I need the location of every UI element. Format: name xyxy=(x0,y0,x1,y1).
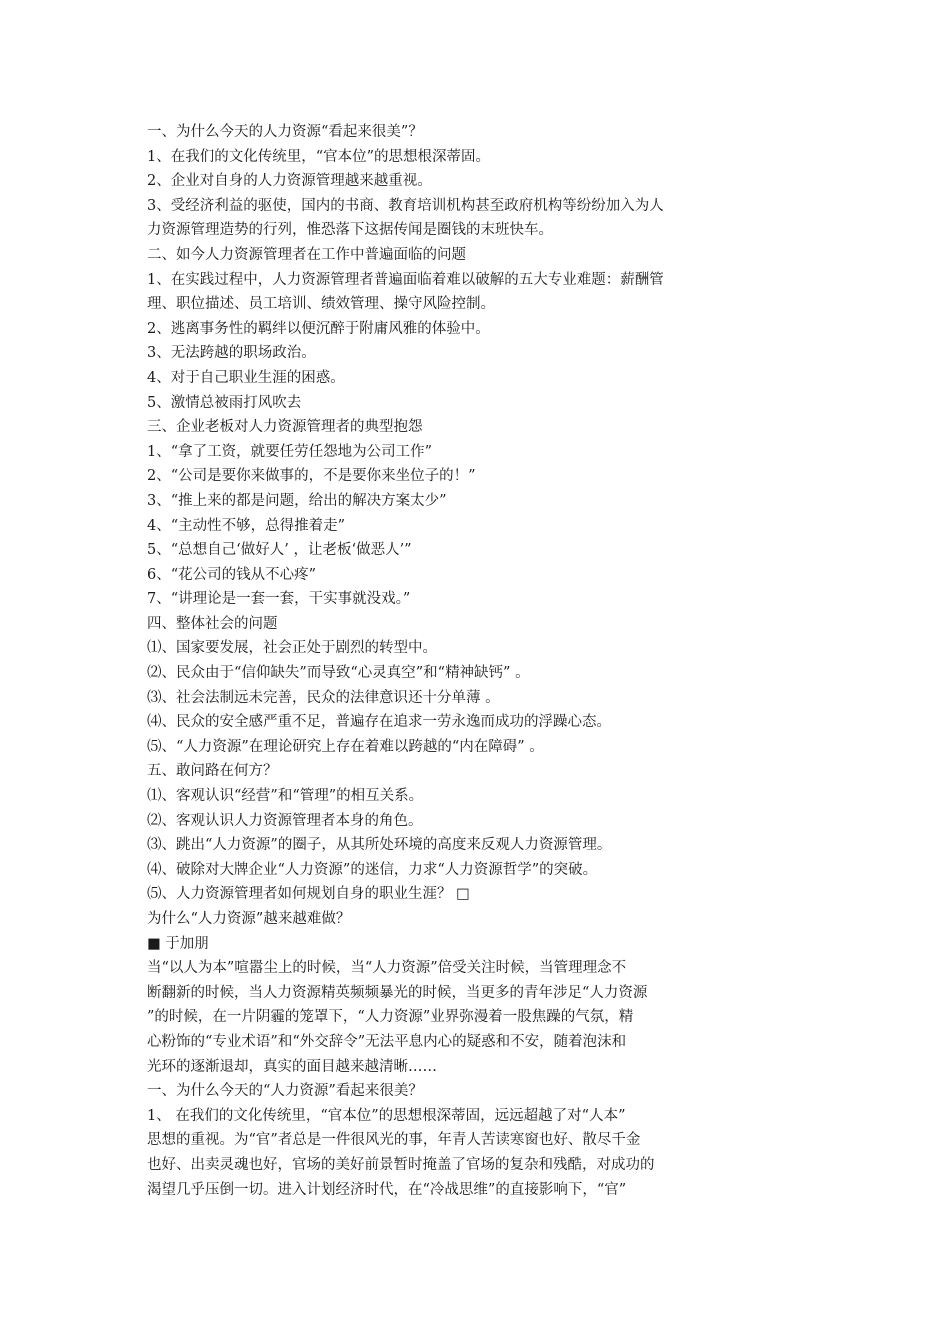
text-line: ⑶、社会法制远未完善，民众的法律意识还十分单薄 。 xyxy=(147,689,500,706)
text-line: 6、“花公司的钱从不心疼” xyxy=(147,566,317,583)
text-line: 力资源管理造势的行列，惟恐落下这据传闻是圈钱的末班快车。 xyxy=(147,222,553,239)
text-line: 2、“公司是要你来做事的，不是要你来坐位子的！” xyxy=(147,468,476,485)
article-title: 为什么“人力资源”越来越难做？ xyxy=(147,911,351,927)
text-line: ⑷、破除对大牌企业“人力资源”的迷信，力求“人力资源哲学”的突破。 xyxy=(147,861,598,878)
text-line: ⑴、客观认识“经营”和“管理”的相互关系。 xyxy=(147,788,424,805)
text-line: ”的时候，在一片阴霾的笼罩下，“人力资源”业界弥漫着一股焦躁的气氛，精 xyxy=(147,1009,634,1026)
text-line: 2、企业对自身的人力资源管理越来越重视。 xyxy=(147,173,432,190)
text-line: ⑵、客观认识人力资源管理者本身的角色。 xyxy=(147,812,423,829)
text-line: 7、“讲理论是一套一套，干实事就没戏。” xyxy=(147,591,411,608)
text-line: ⑶、跳出“人力资源”的圈子，从其所处环境的高度来反观人力资源管理。 xyxy=(147,837,612,854)
text-line: 光环的逐渐退却，真实的面目越来越清晰…… xyxy=(147,1058,437,1075)
text-line: 5、激情总被雨打风吹去 xyxy=(147,394,302,411)
text-line: ⑴、国家要发展，社会正处于剧烈的转型中。 xyxy=(147,640,437,657)
text-line: 4、“主动性不够，总得推着走” xyxy=(147,517,346,534)
text-line: 2、逃离事务性的羁绊以便沉醉于附庸风雅的体验中。 xyxy=(147,320,490,337)
heading-4: 四、整体社会的问题 xyxy=(147,615,278,632)
text-line: ⑸、“人力资源”在理论研究上存在着难以跨越的“内在障碍” 。 xyxy=(147,738,544,755)
text-line: 3、受经济利益的驱使，国内的书商、教育培训机构甚至政府机构等纷纷加入为人 xyxy=(147,197,664,214)
text-line: ⑵、民众由于“信仰缺失”而导致“心灵真空”和“精神缺钙” 。 xyxy=(147,665,530,682)
heading-1: 一、为什么今天的人力资源“看起来很美”？ xyxy=(147,124,423,140)
document-body xyxy=(147,120,807,1202)
text-line: 断翻新的时候，当人力资源精英频频暴光的时候，当更多的青年涉足“人力资源 xyxy=(147,984,648,1001)
text-line: 1、“拿了工资，就要任劳任怨地为公司工作” xyxy=(147,443,433,460)
text-line: 1、在我们的文化传统里，“官本位”的思想根深蒂固。 xyxy=(147,148,491,165)
heading-5: 五、敢问路在何方？ xyxy=(147,763,278,780)
text-line: ⑸、人力资源管理者如何规划自身的职业生涯？ □ xyxy=(147,886,470,903)
section-heading: 一、为什么今天的“人力资源”看起来很美？ xyxy=(147,1083,423,1100)
text-line: 3、无法跨越的职场政治。 xyxy=(147,345,316,362)
text-line: 当“以人为本”喧嚣尘上的时候，当“人力资源”倍受关注时候，当管理理念不 xyxy=(147,960,627,977)
text-line: 渴望几乎压倒一切。进入计划经济时代，在“冷战思维”的直接影响下，“官” xyxy=(147,1181,627,1198)
text-line: 4、对于自己职业生涯的困惑。 xyxy=(147,369,345,386)
text-line: 1、在实践过程中，人力资源管理者普遍面临着难以破解的五大专业难题：薪酬管 xyxy=(147,271,664,288)
text-line: ⑷、民众的安全感严重不足，普遍存在追求一劳永逸而成功的浮躁心态。 xyxy=(147,714,611,731)
text-line: 3、“推上来的都是问题，给出的解决方案太少” xyxy=(147,492,447,509)
text-line: 心粉饰的“专业术语”和“外交辞令”无法平息内心的疑惑和不安，随着泡沫和 xyxy=(147,1033,627,1050)
text-line: 理、职位描述、员工培训、绩效管理、操守风险控制。 xyxy=(147,296,495,313)
text-line: 也好、出卖灵魂也好，官场的美好前景暂时掩盖了官场的复杂和残酷，对成功的 xyxy=(147,1156,655,1173)
text-line: 1、 在我们的文化传统里，“官本位”的思想根深蒂固，远远超越了对“人本” xyxy=(147,1107,626,1124)
text-line: 思想的重视。为“官”者总是一件很风光的事，年青人苦读寒窗也好、散尽千金 xyxy=(147,1132,641,1149)
heading-2: 二、如今人力资源管理者在工作中普遍面临的问题 xyxy=(147,246,466,263)
author-byline: ■ 于加朋 xyxy=(147,935,209,952)
heading-3: 三、企业老板对人力资源管理者的典型抱怨 xyxy=(147,419,423,436)
text-line: 5、“总想自己‘做好人’ ，让老板‘做恶人’” xyxy=(147,542,412,559)
